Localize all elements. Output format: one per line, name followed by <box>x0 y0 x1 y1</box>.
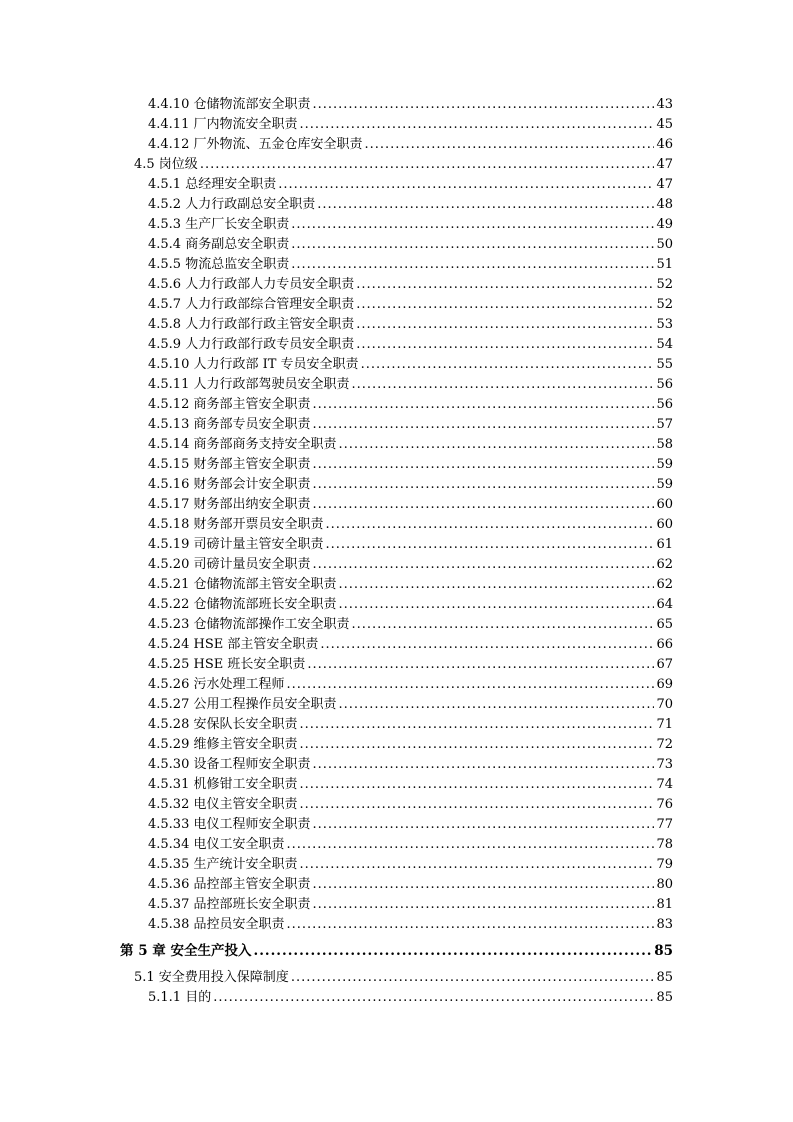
toc-page-number: 52 <box>656 277 673 292</box>
toc-page-number: 78 <box>656 837 673 852</box>
toc-entry[interactable] <box>148 95 673 115</box>
toc-entry[interactable] <box>148 655 673 675</box>
toc-page-number: 66 <box>656 637 673 652</box>
toc-page-number: 58 <box>656 437 673 452</box>
toc-entry-title: 第 5 章 安全生产投入 <box>120 943 252 959</box>
toc-page-number: 62 <box>656 557 673 572</box>
toc-entry-title: 4.5.29 维修主管安全职责 <box>148 737 298 752</box>
toc-page-number: 60 <box>656 517 673 532</box>
toc-entry[interactable] <box>148 615 673 635</box>
toc-entry-title: 4.5.21 仓储物流部主管安全职责 <box>148 577 337 592</box>
toc-leader-dots <box>312 875 654 895</box>
toc-page-number: 69 <box>656 677 673 692</box>
toc-page-number: 79 <box>656 857 673 872</box>
toc-leader-dots <box>325 535 654 555</box>
toc-entry[interactable] <box>148 355 673 375</box>
toc-page-number: 62 <box>656 577 673 592</box>
toc-leader-dots <box>312 895 654 915</box>
toc-entry[interactable] <box>148 715 673 735</box>
toc-entry[interactable] <box>148 635 673 655</box>
toc-leader-dots <box>291 968 655 988</box>
toc-leader-dots <box>307 655 654 675</box>
toc-entry[interactable] <box>148 195 673 215</box>
toc-entry-title: 5.1.1 目的 <box>148 990 212 1005</box>
toc-page-number: 65 <box>656 617 673 632</box>
toc-leader-dots <box>254 938 653 965</box>
toc-entry-title: 4.5.5 物流总监安全职责 <box>148 257 290 272</box>
toc-entry-title: 4.5.6 人力行政部人力专员安全职责 <box>148 277 355 292</box>
toc-page-number: 56 <box>656 377 673 392</box>
toc-entry-title: 4.5.1 总经理安全职责 <box>148 177 277 192</box>
toc-leader-dots <box>299 715 654 735</box>
toc-leader-dots <box>312 395 654 415</box>
toc-entry[interactable] <box>148 895 673 915</box>
toc-entry[interactable] <box>148 295 673 315</box>
toc-page-number: 74 <box>656 777 673 792</box>
toc-chapter-entry[interactable] <box>120 938 673 965</box>
toc-leader-dots <box>338 695 654 715</box>
toc-leader-dots <box>312 95 654 115</box>
toc-leader-dots <box>286 835 654 855</box>
toc-entry[interactable] <box>148 835 673 855</box>
toc-leader-dots <box>317 195 654 215</box>
toc-entry-title: 4.5.10 人力行政部 IT 专员安全职责 <box>148 357 359 372</box>
toc-entry-title: 4.5.35 生产统计安全职责 <box>148 857 298 872</box>
toc-leader-dots <box>200 155 655 175</box>
toc-entry[interactable] <box>148 275 673 295</box>
toc-entry-title: 4.5.16 财务部会计安全职责 <box>148 477 311 492</box>
toc-entry[interactable] <box>148 595 673 615</box>
toc-entry[interactable] <box>148 915 673 935</box>
toc-page-number: 56 <box>656 397 673 412</box>
toc-leader-dots <box>286 915 654 935</box>
toc-leader-dots <box>325 515 654 535</box>
toc-entry[interactable] <box>148 135 673 155</box>
toc-entry[interactable] <box>148 175 673 195</box>
toc-entry-title: 4.5.37 品控部班长安全职责 <box>148 897 311 912</box>
toc-entry-title: 4.5.34 电仪工安全职责 <box>148 837 285 852</box>
toc-leader-dots <box>299 855 654 875</box>
toc-entry[interactable] <box>148 395 673 415</box>
toc-leader-dots <box>286 675 654 695</box>
toc-entry-title: 4.5.38 品控员安全职责 <box>148 917 285 932</box>
table-of-contents <box>0 95 793 1008</box>
toc-leader-dots <box>291 255 654 275</box>
toc-page-number: 85 <box>654 943 673 959</box>
toc-leader-dots <box>356 315 654 335</box>
toc-leader-dots <box>213 988 654 1008</box>
toc-entry-title: 4.5.8 人力行政部行政主管安全职责 <box>148 317 355 332</box>
toc-entry[interactable] <box>148 315 673 335</box>
toc-entry-title: 4.5.24 HSE 部主管安全职责 <box>148 637 319 652</box>
toc-entry-title: 4.5.32 电仪主管安全职责 <box>148 797 298 812</box>
toc-entry-title: 4.4.12 厂外物流、五金仓库安全职责 <box>148 137 363 152</box>
toc-entry-title: 4.5.27 公用工程操作员安全职责 <box>148 697 337 712</box>
toc-leader-dots <box>312 555 654 575</box>
toc-entry[interactable] <box>148 115 673 135</box>
toc-entry-title: 5.1 安全费用投入保障制度 <box>134 970 289 985</box>
toc-page-number: 47 <box>656 177 673 192</box>
toc-leader-dots <box>299 735 654 755</box>
toc-leader-dots <box>356 295 654 315</box>
toc-page-number: 73 <box>656 757 673 772</box>
toc-leader-dots <box>356 275 654 295</box>
toc-entry[interactable] <box>148 235 673 255</box>
toc-page-number: 72 <box>656 737 673 752</box>
toc-entry-title: 4.5.15 财务部主管安全职责 <box>148 457 311 472</box>
toc-entry-title: 4.5.14 商务部商务支持安全职责 <box>148 437 337 452</box>
toc-page-number: 77 <box>656 817 673 832</box>
toc-entry-title: 4.5.3 生产厂长安全职责 <box>148 217 290 232</box>
toc-entry[interactable] <box>148 855 673 875</box>
toc-leader-dots <box>299 775 654 795</box>
toc-entry-title: 4.5.25 HSE 班长安全职责 <box>148 657 306 672</box>
toc-entry[interactable] <box>148 535 673 555</box>
toc-leader-dots <box>312 495 654 515</box>
toc-page-number: 59 <box>656 477 673 492</box>
toc-entry-title: 4.5.4 商务副总安全职责 <box>148 237 290 252</box>
toc-entry[interactable] <box>148 475 673 495</box>
toc-leader-dots <box>338 435 654 455</box>
toc-entry-title: 4.5.26 污水处理工程师 <box>148 677 285 692</box>
toc-leader-dots <box>312 475 654 495</box>
toc-leader-dots <box>278 175 654 195</box>
toc-page-number: 48 <box>656 197 673 212</box>
toc-page-number: 80 <box>656 877 673 892</box>
toc-page-number: 43 <box>656 97 673 112</box>
toc-leader-dots <box>351 615 654 635</box>
toc-entry-title: 4.5.17 财务部出纳安全职责 <box>148 497 311 512</box>
toc-page-number: 71 <box>656 717 673 732</box>
toc-entry[interactable] <box>134 155 673 175</box>
toc-page-number: 45 <box>656 117 673 132</box>
toc-page-number: 83 <box>656 917 673 932</box>
toc-page-number: 59 <box>656 457 673 472</box>
toc-entry[interactable] <box>148 215 673 235</box>
toc-entry-title: 4.5.13 商务部专员安全职责 <box>148 417 311 432</box>
toc-page-number: 67 <box>656 657 673 672</box>
toc-entry-title: 4.5.9 人力行政部行政专员安全职责 <box>148 337 355 352</box>
toc-entry-title: 4.5.28 安保队长安全职责 <box>148 717 298 732</box>
toc-page-number: 61 <box>656 537 673 552</box>
toc-entry[interactable] <box>148 435 673 455</box>
toc-entry[interactable] <box>148 515 673 535</box>
toc-entry-title: 4.5.22 仓储物流部班长安全职责 <box>148 597 337 612</box>
toc-entry-title: 4.5.33 电仪工程师安全职责 <box>148 817 311 832</box>
toc-entry-title: 4.5.20 司磅计量员安全职责 <box>148 557 311 572</box>
toc-entry[interactable] <box>134 968 673 988</box>
toc-page-number: 81 <box>656 897 673 912</box>
toc-entry[interactable] <box>148 255 673 275</box>
toc-entry[interactable] <box>148 815 673 835</box>
toc-entry[interactable] <box>148 695 673 715</box>
toc-entry[interactable] <box>148 795 673 815</box>
toc-entry-title: 4.5.12 商务部主管安全职责 <box>148 397 311 412</box>
toc-entry-title: 4.5.23 仓储物流部操作工安全职责 <box>148 617 350 632</box>
toc-page-number: 64 <box>656 597 673 612</box>
toc-leader-dots <box>351 375 654 395</box>
toc-page-number: 60 <box>656 497 673 512</box>
toc-leader-dots <box>356 335 654 355</box>
toc-leader-dots <box>364 135 654 155</box>
toc-leader-dots <box>312 415 654 435</box>
toc-entry[interactable] <box>148 335 673 355</box>
toc-entry[interactable] <box>148 775 673 795</box>
toc-entry[interactable] <box>148 735 673 755</box>
toc-page-number: 51 <box>656 257 673 272</box>
toc-entry-title: 4.5 岗位级 <box>134 157 198 172</box>
toc-entry[interactable] <box>148 988 673 1008</box>
toc-entry[interactable] <box>148 495 673 515</box>
toc-page-number: 55 <box>656 357 673 372</box>
toc-leader-dots <box>291 215 654 235</box>
toc-entry-title: 4.5.31 机修钳工安全职责 <box>148 777 298 792</box>
toc-page-number: 47 <box>656 157 673 172</box>
toc-leader-dots <box>312 815 654 835</box>
toc-entry[interactable] <box>148 555 673 575</box>
toc-entry[interactable] <box>148 675 673 695</box>
toc-entry-title: 4.4.10 仓储物流部安全职责 <box>148 97 311 112</box>
toc-page-number: 46 <box>656 137 673 152</box>
toc-page-number: 54 <box>656 337 673 352</box>
toc-entry[interactable] <box>148 755 673 775</box>
toc-leader-dots <box>312 755 654 775</box>
toc-leader-dots <box>338 595 654 615</box>
toc-entry-title: 4.5.30 设备工程师安全职责 <box>148 757 311 772</box>
toc-leader-dots <box>299 795 654 815</box>
toc-page-number: 53 <box>656 317 673 332</box>
toc-page-number: 50 <box>656 237 673 252</box>
toc-page-number: 76 <box>656 797 673 812</box>
toc-leader-dots <box>299 115 654 135</box>
toc-entry[interactable] <box>148 415 673 435</box>
toc-entry[interactable] <box>148 575 673 595</box>
toc-leader-dots <box>291 235 654 255</box>
toc-page-number: 85 <box>656 970 673 985</box>
toc-leader-dots <box>361 355 655 375</box>
toc-page-number: 49 <box>656 217 673 232</box>
toc-page-number: 85 <box>656 990 673 1005</box>
toc-leader-dots <box>312 455 654 475</box>
toc-entry-title: 4.5.36 品控部主管安全职责 <box>148 877 311 892</box>
toc-leader-dots <box>320 635 654 655</box>
toc-entry-title: 4.4.11 厂内物流安全职责 <box>148 117 298 132</box>
toc-page-number: 57 <box>656 417 673 432</box>
toc-entry-title: 4.5.2 人力行政副总安全职责 <box>148 197 316 212</box>
toc-entry-title: 4.5.7 人力行政部综合管理安全职责 <box>148 297 355 312</box>
toc-page-number: 70 <box>656 697 673 712</box>
toc-entry[interactable] <box>148 875 673 895</box>
toc-entry-title: 4.5.11 人力行政部驾驶员安全职责 <box>148 377 350 392</box>
toc-leader-dots <box>338 575 654 595</box>
toc-entry-title: 4.5.19 司磅计量主管安全职责 <box>148 537 324 552</box>
toc-entry[interactable] <box>148 375 673 395</box>
toc-entry[interactable] <box>148 455 673 475</box>
toc-page-number: 52 <box>656 297 673 312</box>
toc-entry-title: 4.5.18 财务部开票员安全职责 <box>148 517 324 532</box>
